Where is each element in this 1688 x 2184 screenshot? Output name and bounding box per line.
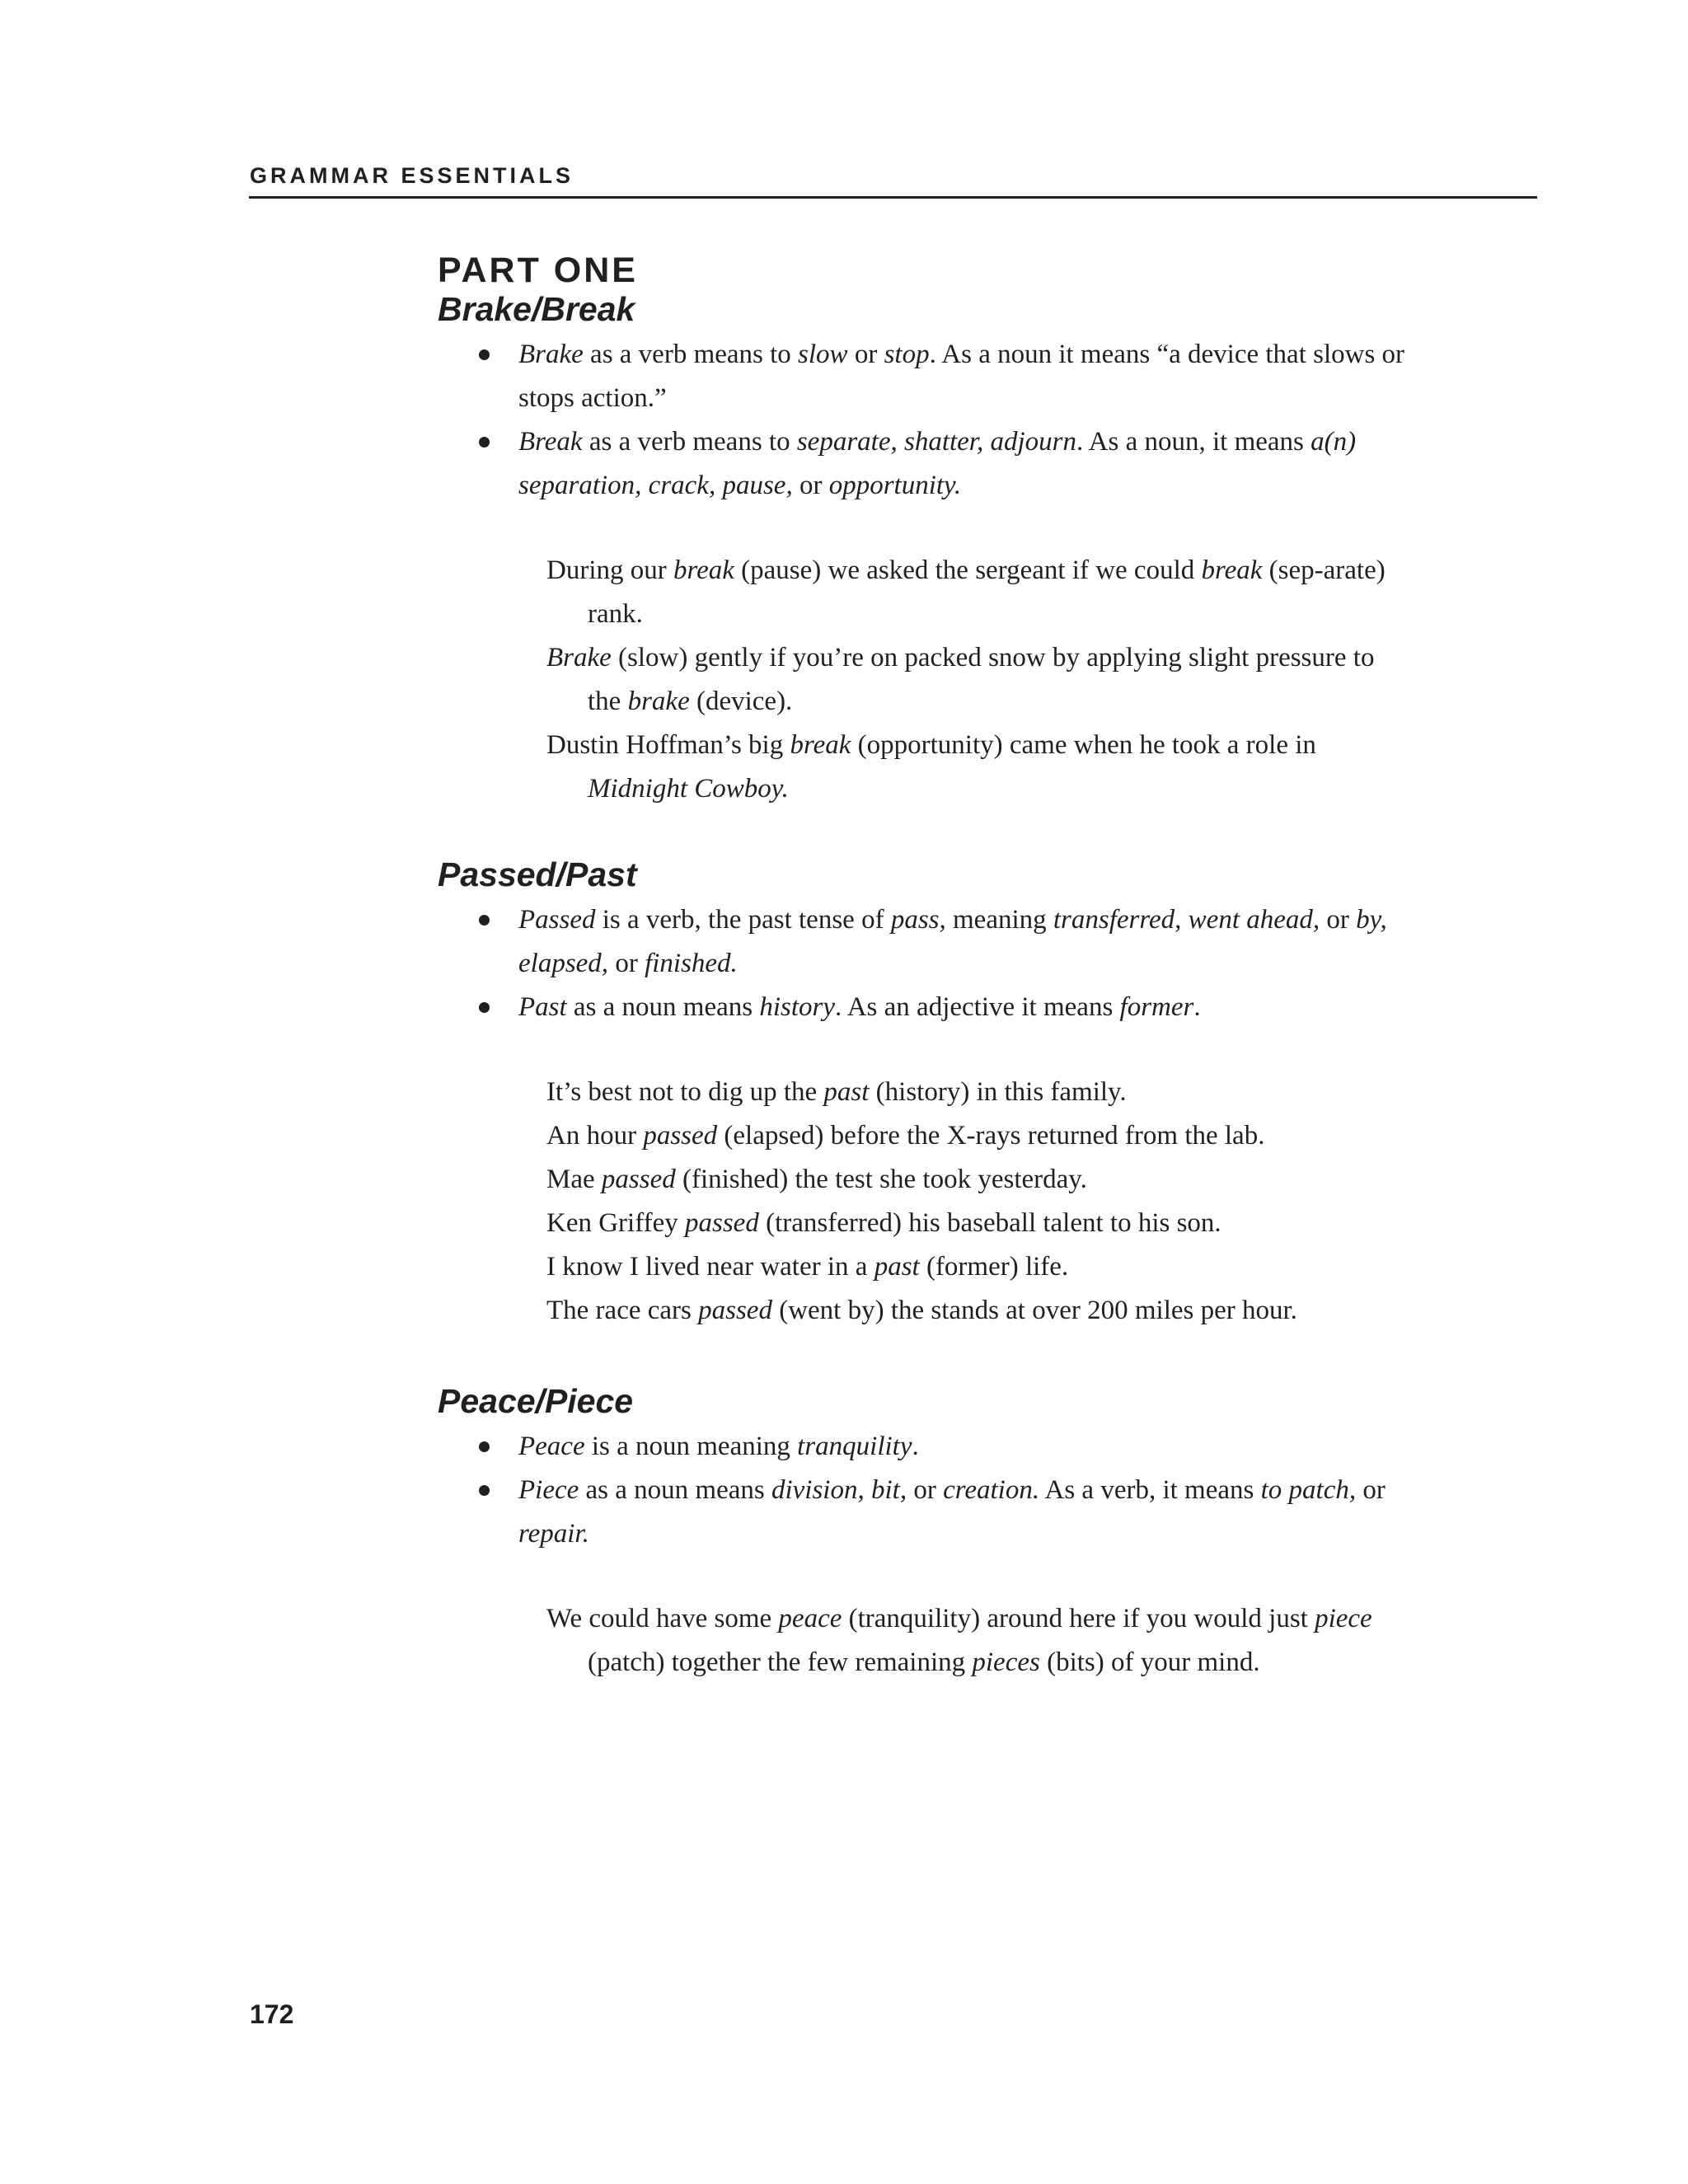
italic-term: creation. [943,1475,1040,1505]
italic-term: pass, [890,905,946,935]
italic-term: break [790,730,851,760]
text-run: meaning [945,905,1053,935]
text-run: (patch) together the few remaining [588,1647,973,1677]
italic-term: past [823,1077,870,1107]
example-sentence [438,1597,1406,1685]
italic-term: division, bit, [771,1475,907,1505]
bullet-item [438,1425,1406,1469]
example-sentence [438,1245,1406,1289]
example-sentence [438,1158,1406,1202]
text-run: as a verb means to [582,427,797,457]
italic-term: passed [698,1296,772,1325]
part-title: PART ONE [438,251,638,290]
italic-term: passed [643,1121,718,1151]
italic-term: break [673,555,734,585]
text-run: (elapsed) before the X-rays returned from the lab. [717,1121,1265,1151]
text-run: (went by) the stands at over 200 miles per hour. [771,1296,1297,1325]
italic-term: opportunity. [828,471,962,500]
text-run: We could have some [546,1604,779,1633]
bullet-dot-icon [479,349,490,360]
italic-term: peace [778,1604,842,1633]
text-run: Ken Griffey [546,1208,685,1238]
text-run: is a noun meaning [584,1432,798,1461]
text-run: (sep-arate) rank. [588,555,1386,629]
text-run: The race cars [546,1296,699,1325]
bullet-item [438,333,1406,420]
italic-term: repair. [518,1519,589,1549]
example-sentence [438,1114,1406,1158]
text-run: or [1356,1475,1386,1505]
text-run: or [907,1475,944,1505]
italic-term: passed [601,1165,676,1194]
section-peace-piece [438,1380,1406,1685]
italic-term: break [1201,555,1263,585]
text-run: or [1320,905,1357,935]
italic-term: transferred, went ahead, [1053,905,1320,935]
italic-term: pieces [972,1647,1040,1677]
italic-term: tranquility [797,1432,912,1461]
text-run: . As a noun, it means [1076,427,1311,457]
section-title: Brake/Break [438,290,635,328]
text-run: (pause) we asked the sergeant if we could [734,555,1202,585]
text-run: It’s best not to dig up the [546,1077,824,1107]
section-brake-break [438,288,1406,811]
text-run: An hour [546,1121,644,1151]
bullet-list [438,333,1406,508]
italic-term: passed [685,1208,759,1238]
page-number: 172 [250,1999,294,2029]
italic-term: Break [518,427,583,457]
text-run: (history) in this family. [869,1077,1127,1107]
italic-term: Brake [518,340,584,369]
italic-term: piece [1315,1604,1372,1633]
example-sentences [438,1071,1406,1333]
text-run: (slow) gently if you’re on packed snow by applying slight pressure to the [588,643,1375,716]
text-run: as a noun means [566,992,760,1022]
example-sentence [438,1202,1406,1245]
text-run: (device). [689,687,793,716]
bullet-dot-icon [479,437,490,448]
section-title: Peace/Piece [438,1382,634,1420]
text-run: . [1193,992,1201,1022]
italic-term: former [1119,992,1194,1022]
italic-term: brake [627,687,690,716]
header-rule [249,196,1537,199]
bullet-dot-icon [479,1441,490,1452]
example-sentence [438,636,1406,724]
bullet-list [438,898,1406,1029]
example-sentences [438,1597,1406,1685]
bullet-list [438,1425,1406,1556]
italic-term: to patch, [1260,1475,1357,1505]
italic-term: past [874,1252,920,1282]
text-run: As a verb, it means [1039,1475,1261,1505]
text-run: as a noun means [579,1475,771,1505]
italic-term: separate, shatter, adjourn [796,427,1076,457]
bullet-item [438,898,1406,986]
bullet-dot-icon [479,1002,490,1013]
text-run: I know I lived near water in a [546,1252,874,1282]
example-sentences [438,549,1406,811]
bullet-item [438,1469,1406,1556]
italic-term: Past [518,992,567,1022]
italic-term: by, elapsed, [518,905,1387,978]
italic-term: finished. [645,949,738,978]
text-run: as a verb means to [583,340,799,369]
example-sentence [438,1289,1406,1333]
italic-term: Brake [546,643,612,673]
text-run: Mae [546,1165,602,1194]
italic-term: history [759,992,836,1022]
italic-term: a(n) separation, crack, pause, [518,427,1357,500]
text-run: (opportunity) came when he took a role in [851,730,1316,760]
text-run: . As a noun it means “a device that slows or stops action.” [518,340,1405,413]
section-title: Passed/Past [438,855,637,893]
bullet-dot-icon [479,915,490,926]
text-run: . As an adjective it means [835,992,1120,1022]
example-sentence [438,1071,1406,1114]
italic-term: Peace [518,1432,585,1461]
text-run: (transferred) his baseball talent to his son. [758,1208,1221,1238]
text-run: (tranquility) around here if you would just [842,1604,1315,1633]
text-run: or [608,949,645,978]
bullet-item [438,420,1406,508]
bullet-item [438,986,1406,1029]
running-head: GRAMMAR ESSENTIALS [250,163,574,188]
text-run: is a verb, the past tense of [595,905,891,935]
text-run: or [847,340,884,369]
text-run: (former) life. [919,1252,1069,1282]
example-sentence [438,549,1406,636]
text-run: . [912,1432,919,1461]
text-run: Dustin Hoffman’s big [546,730,790,760]
text-run: During our [546,555,673,585]
italic-term: Piece [518,1475,579,1505]
bullet-dot-icon [479,1485,490,1496]
text-run: (finished) the test she took yesterday. [675,1165,1087,1194]
italic-term: Midnight Cowboy. [588,774,789,804]
italic-term: slow [798,340,848,369]
text-run: or [792,471,829,500]
text-run: (bits) of your mind. [1039,1647,1260,1677]
italic-term: stop [884,340,930,369]
section-passed-past [438,854,1406,1333]
example-sentence [438,724,1406,811]
italic-term: Passed [518,905,596,935]
